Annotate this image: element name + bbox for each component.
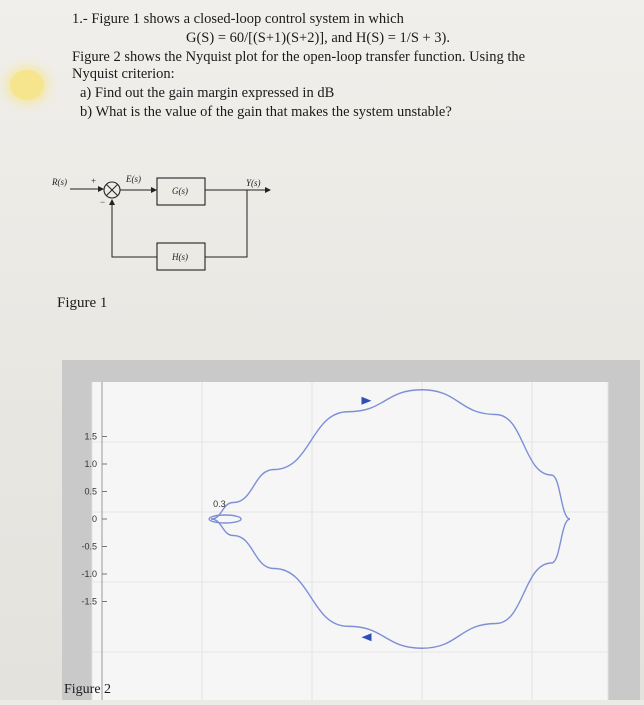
feedback-path-in (205, 190, 247, 257)
minus-sign: − (100, 197, 106, 207)
y-tick-label: 1.0 (84, 459, 97, 469)
error-label: E(s) (126, 174, 141, 184)
figure-1-caption: Figure 1 (57, 295, 108, 311)
question-part-a: a) Find out the gain margin expressed in dB (80, 85, 335, 101)
nyquist-curve-upper (211, 390, 570, 519)
question-part-b: b) What is the value of the gain that makes the system unstable? (80, 104, 452, 120)
feedback-path-out (112, 200, 157, 257)
plus-sign: + (91, 176, 97, 186)
y-tick-label: 0 (91, 514, 97, 524)
question-line-3: Figure 2 shows the Nyquist plot for the open-loop transfer function. Using the (72, 49, 526, 65)
y-tick-label: 0.5 (84, 486, 97, 497)
question-equation: G(S) = 60/[(S+1)(S+2)], and H(S) = 1/S + 3). (186, 30, 451, 46)
question-line-4: Nyquist criterion: (72, 66, 175, 82)
block-diagram (30, 160, 290, 280)
forward-block-label: G(s) (172, 186, 188, 196)
figure-2-caption: Figure 2 (64, 682, 112, 697)
y-tick-label: 1.5 (84, 431, 97, 442)
feedback-block-label: H(s) (172, 252, 188, 262)
direction-arrow-upper (362, 397, 372, 405)
nyquist-curve-lower (211, 519, 570, 648)
output-label: Y(s) (246, 178, 261, 188)
question-line-1: 1.- Figure 1 shows a closed-loop control system in which (72, 11, 404, 27)
annotation-label: 0.3 (213, 499, 226, 509)
input-label: R(s) (52, 177, 67, 187)
summing-junction (104, 182, 120, 198)
y-tick-label: -1.5 (81, 596, 97, 607)
direction-arrow-lower (362, 633, 372, 641)
y-tick-label: -0.5 (81, 541, 97, 552)
highlight-blob (10, 70, 44, 100)
y-tick-label: -1.0 (81, 569, 97, 579)
